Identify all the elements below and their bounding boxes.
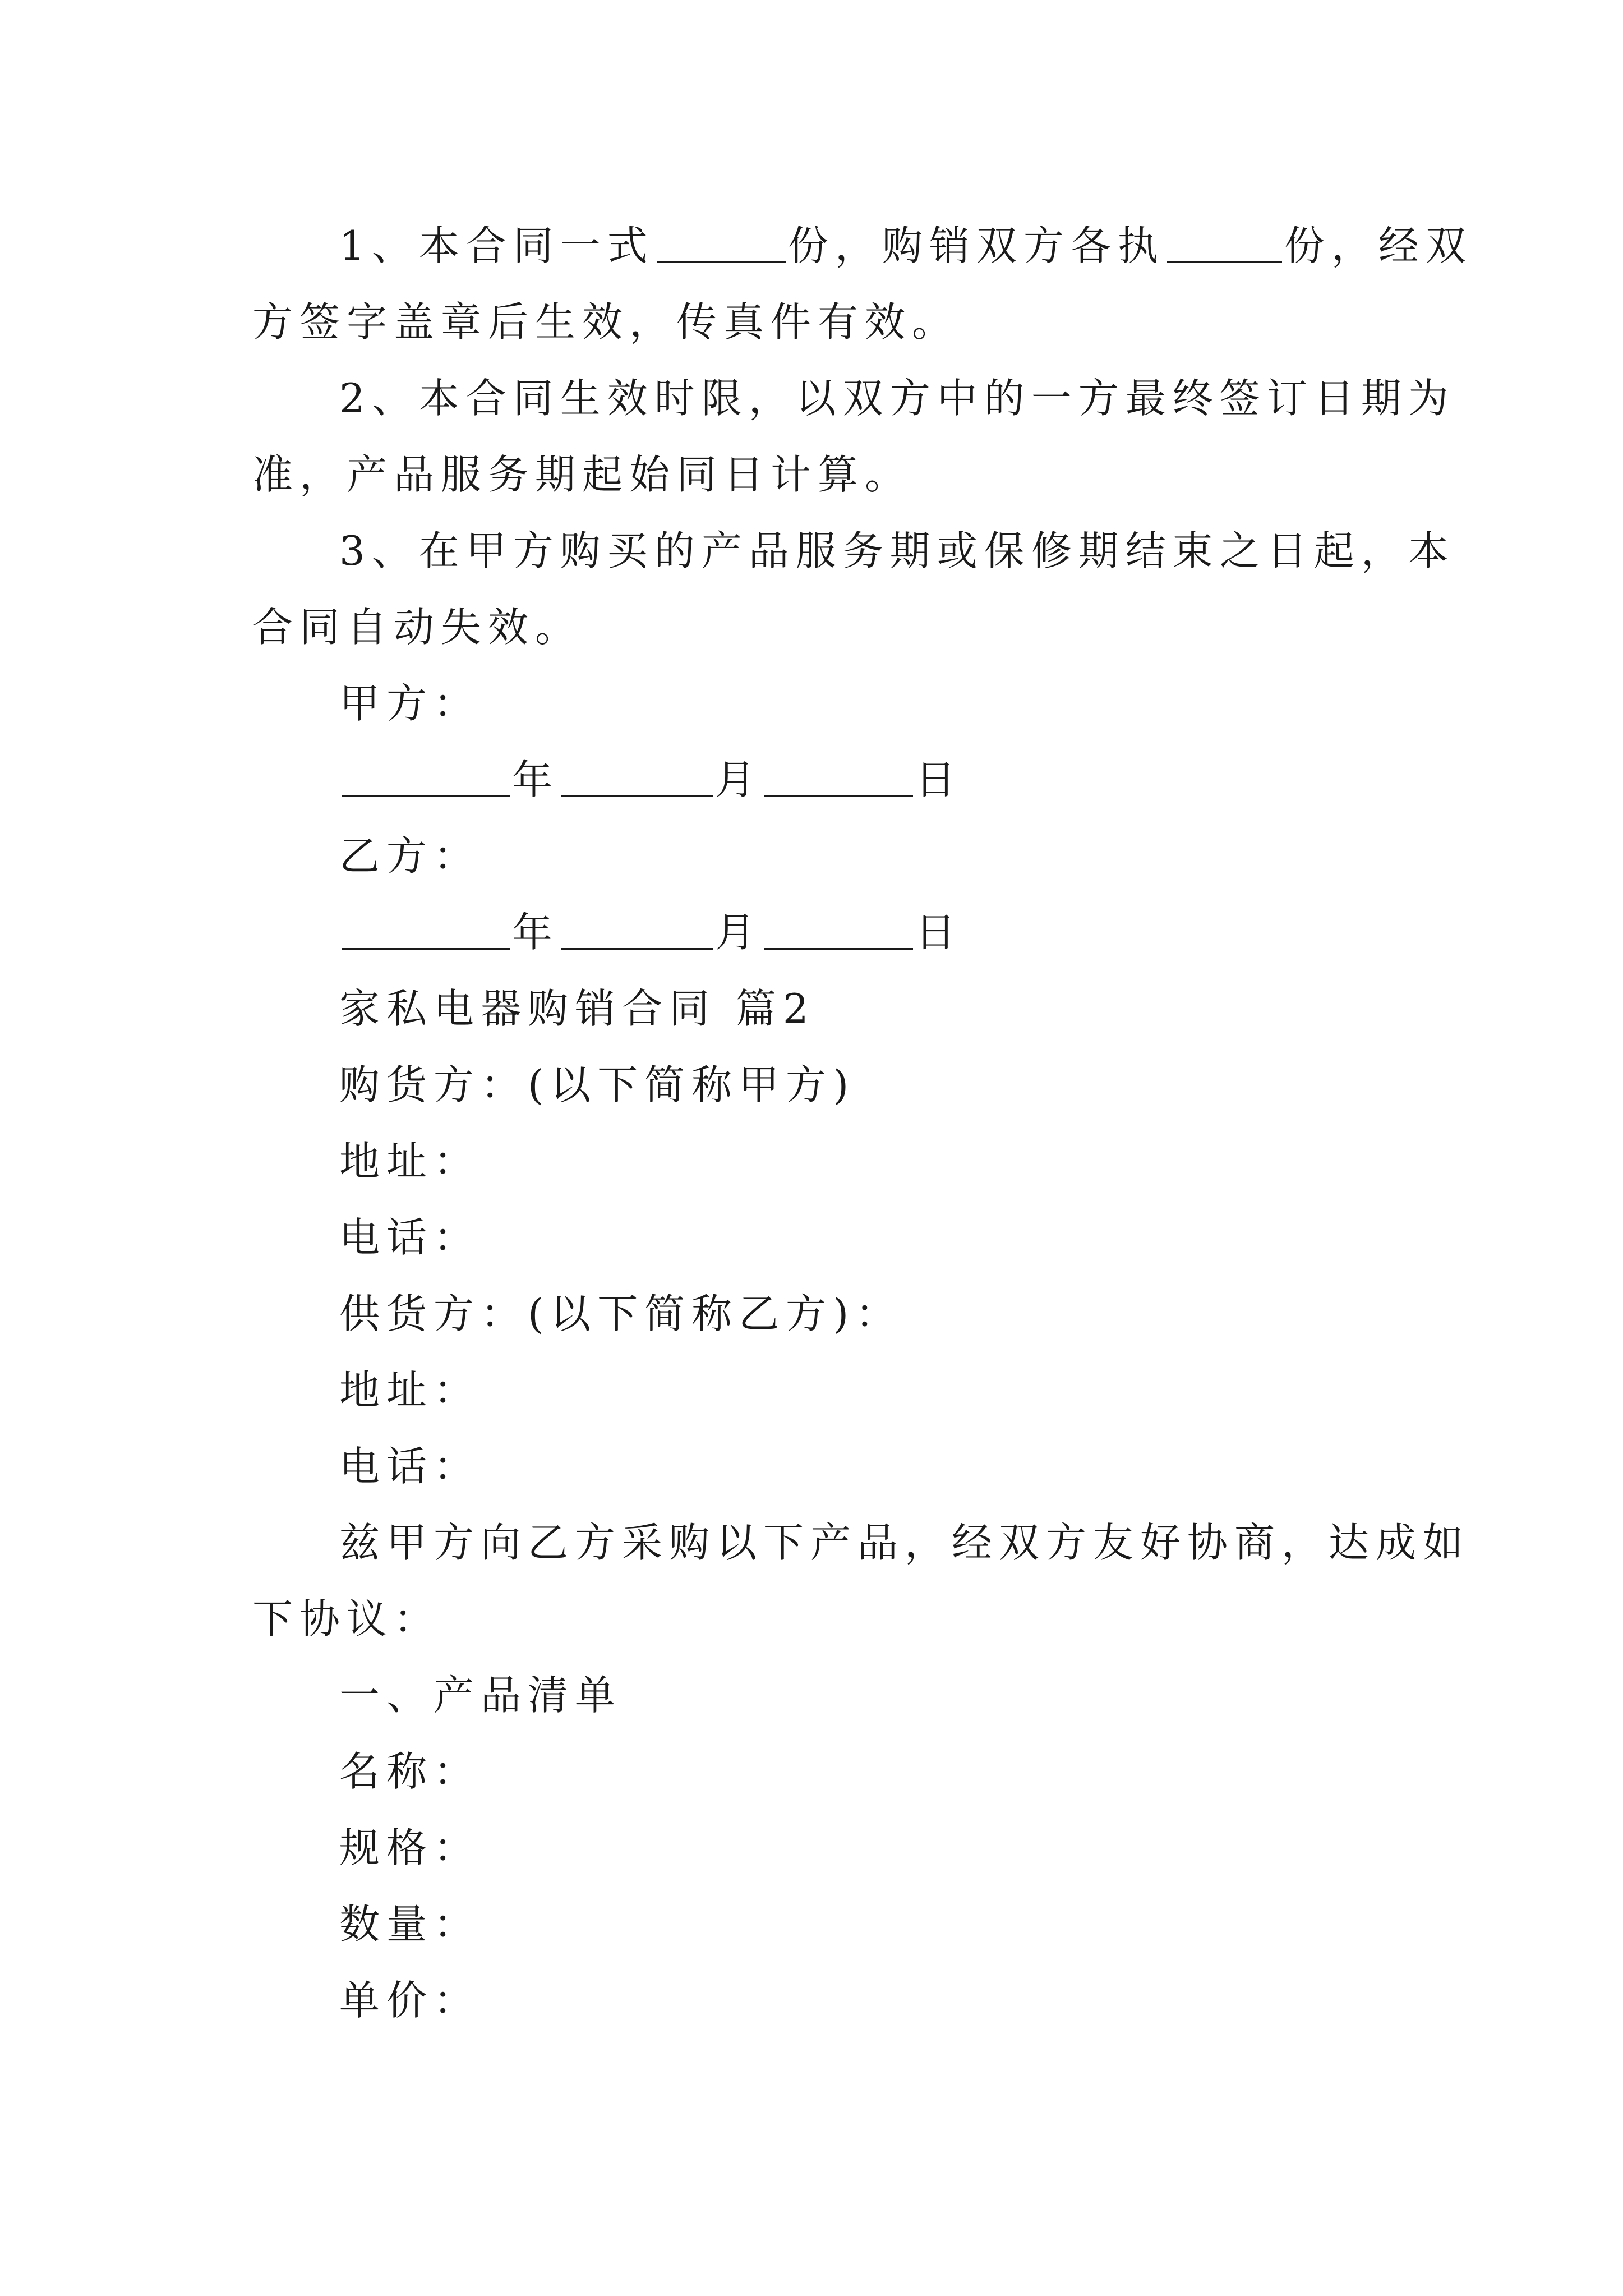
clause-1-text-b: 份，购销双方各执 — [787, 222, 1165, 269]
clause-1-text-c: 份，经双 — [1284, 222, 1473, 269]
clause-1-line-1 — [252, 208, 1473, 284]
month-blank — [561, 908, 713, 950]
item-spec: 规格： — [339, 1824, 481, 1871]
buyer-phone: 电话： — [339, 1214, 481, 1261]
item-quantity: 数量： — [339, 1901, 481, 1948]
clause-3-line-1: 3、在甲方购买的产品服务期或保修期结束之日起，本 — [339, 527, 1455, 574]
supplier-line: 供货方：(以下简称乙方)： — [339, 1290, 903, 1337]
month-label: 月 — [715, 909, 763, 956]
day-label: 日 — [915, 909, 963, 956]
month-label: 月 — [715, 756, 763, 803]
day-label: 日 — [915, 756, 963, 803]
clause-2-line-2: 准，产品服务期起始同日计算。 — [252, 451, 912, 498]
intro-line-2: 下协议： — [252, 1595, 441, 1642]
item-unit-price: 单价： — [339, 1977, 481, 2024]
clause-3-line-2: 合同自动失效。 — [252, 604, 583, 651]
buyer-address: 地址： — [339, 1138, 481, 1185]
month-blank — [561, 755, 713, 797]
day-blank — [764, 755, 913, 797]
supplier-address: 地址： — [339, 1366, 481, 1414]
product-list-title: 一、产品清单 — [339, 1672, 623, 1719]
clause-2-line-1: 2、本合同生效时限，以双方中的一方最终签订日期为 — [339, 375, 1455, 422]
copies-blank — [657, 221, 786, 263]
year-blank — [342, 908, 510, 950]
buyer-line: 购货方：(以下简称甲方) — [339, 1061, 856, 1108]
party-a-label: 甲方： — [339, 680, 481, 727]
intro-line-1: 兹甲方向乙方采购以下产品，经双方友好协商，达成如 — [339, 1519, 1470, 1566]
party-a-date-line — [252, 742, 1396, 818]
section-title: 家私电器购销合同 篇2 — [339, 985, 815, 1032]
party-b-label: 乙方： — [339, 832, 481, 880]
day-blank — [764, 908, 913, 950]
clause-1-line-2: 方签字盖章后生效，传真件有效。 — [252, 298, 960, 346]
year-label: 年 — [512, 756, 560, 803]
copies-each-blank — [1167, 221, 1282, 263]
item-name: 名称： — [339, 1748, 481, 1795]
year-label: 年 — [512, 909, 560, 956]
clause-1-text-a: 1、本合同一式 — [339, 222, 654, 269]
year-blank — [342, 755, 510, 797]
supplier-phone: 电话： — [339, 1443, 481, 1490]
party-b-date-line — [252, 894, 1396, 970]
